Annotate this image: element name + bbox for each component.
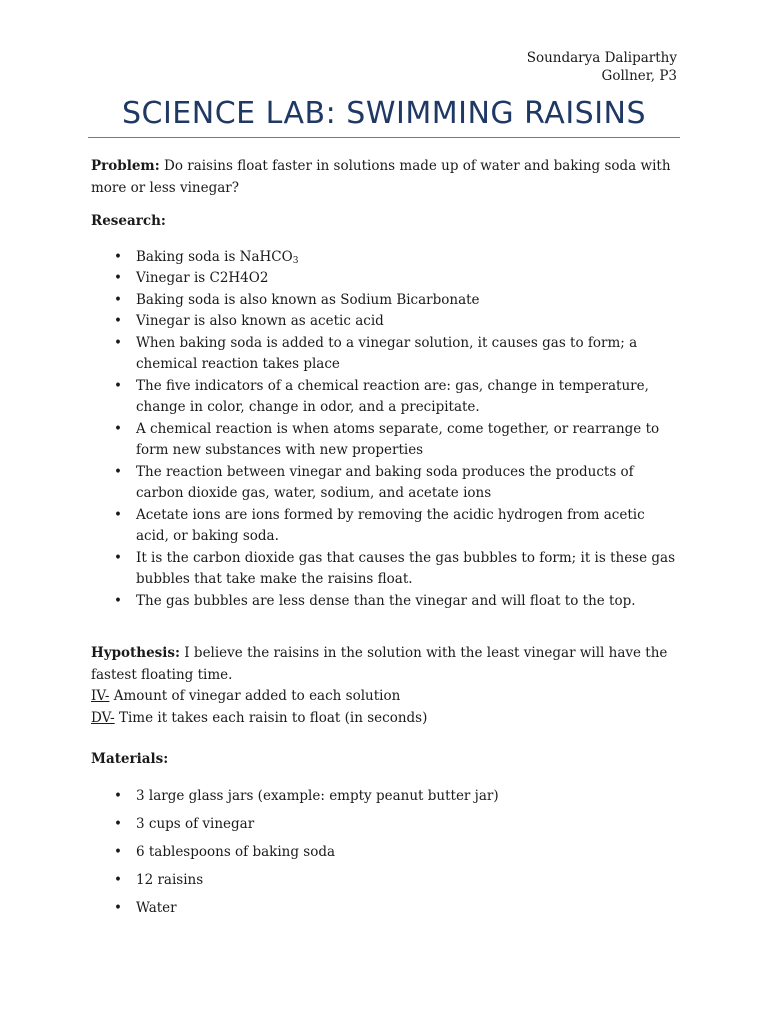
dv-label: DV- <box>91 709 115 726</box>
list-item <box>91 290 681 312</box>
bullet-icon: • <box>114 787 122 804</box>
list-item <box>91 247 681 269</box>
bullet-icon: • <box>114 549 122 566</box>
bullet-icon: • <box>114 843 122 860</box>
page-title: SCIENCE LAB: SWIMMING RAISINS <box>121 96 647 131</box>
research-item-text: Vinegar is also known as acetic acid <box>136 313 384 329</box>
materials-heading <box>91 749 681 771</box>
research-item-text: The reaction between vinegar and baking soda produces the products of carbon dioxide gas, water, sodium, and acetate ions <box>136 463 634 501</box>
independent-variable <box>91 686 681 708</box>
hypothesis-label: Hypothesis: <box>91 645 180 661</box>
list-item <box>91 333 681 376</box>
materials-label: Materials: <box>91 751 169 767</box>
bullet-icon: • <box>114 899 122 916</box>
materials-list <box>91 786 681 920</box>
subscript-text: 3 <box>292 255 299 266</box>
list-item <box>91 268 681 290</box>
bullet-icon: • <box>114 334 122 351</box>
material-item-text: 12 raisins <box>136 871 204 888</box>
dependent-variable <box>91 708 681 730</box>
bullet-icon: • <box>114 291 122 308</box>
research-item-text: Baking soda is also known as Sodium Bicarbonate <box>136 291 480 308</box>
research-label: Research: <box>91 213 166 229</box>
research-item-text: When baking soda is added to a vinegar solution, it causes gas to form; a chemical reaction takes place <box>136 334 638 372</box>
list-item <box>91 870 681 892</box>
hypothesis-text: I believe the raisins in the solution with the least vinegar will have the fastest floating time. <box>91 645 668 683</box>
list-item <box>91 786 681 808</box>
research-list <box>91 247 681 613</box>
hypothesis-paragraph <box>91 643 681 686</box>
research-heading <box>91 211 681 233</box>
dv-text: Time it takes each raisin to float (in seconds) <box>118 709 428 726</box>
bullet-icon: • <box>114 463 122 480</box>
class-period: Gollner, P3 <box>601 68 677 84</box>
research-item-text: Baking soda is NaHCO <box>136 248 293 265</box>
list-item <box>91 591 681 613</box>
bullet-icon: • <box>114 815 122 832</box>
problem-paragraph <box>91 156 681 199</box>
list-item <box>91 548 681 591</box>
research-item-text: The gas bubbles are less dense than the vinegar and will float to the top. <box>136 592 636 609</box>
list-item <box>91 419 681 462</box>
research-item-text: The five indicators of a chemical reaction are: gas, change in temperature, change in color, change in odor, and a precipitate. <box>136 377 649 415</box>
list-item <box>91 505 681 548</box>
bullet-icon: • <box>114 420 122 437</box>
material-item-text: 3 large glass jars (example: empty peanut butter jar) <box>136 787 499 804</box>
research-item-text: Vinegar is C2H4O2 <box>136 270 269 286</box>
document-body <box>91 156 681 926</box>
author-name: Soundarya Daliparthy <box>526 50 677 66</box>
bullet-icon: • <box>114 248 122 265</box>
iv-label: IV- <box>91 688 110 704</box>
material-item-text: Water <box>136 899 177 916</box>
list-item <box>91 898 681 920</box>
bullet-icon: • <box>114 270 122 286</box>
list-item <box>91 376 681 419</box>
material-item-text: 3 cups of vinegar <box>136 815 255 832</box>
list-item <box>91 842 681 864</box>
bullet-icon: • <box>114 377 122 394</box>
list-item <box>91 814 681 836</box>
iv-text: Amount of vinegar added to each solution <box>113 688 401 704</box>
bullet-icon: • <box>114 592 122 609</box>
list-item <box>91 462 681 505</box>
research-item-text: Acetate ions are ions formed by removing the acidic hydrogen from acetic acid, or baking soda. <box>136 506 645 544</box>
list-item <box>91 311 681 333</box>
research-item-text: It is the carbon dioxide gas that causes the gas bubbles to form; it is these gas bubbles that take make the raisins float. <box>136 549 676 587</box>
problem-text: Do raisins float faster in solutions made up of water and baking soda with more or less vinegar? <box>91 158 671 196</box>
problem-label: Problem: <box>91 158 160 174</box>
title-divider <box>88 137 680 138</box>
bullet-icon: • <box>114 506 122 523</box>
bullet-icon: • <box>114 871 122 888</box>
bullet-icon: • <box>114 313 122 329</box>
header-block <box>527 49 677 85</box>
research-item-text: A chemical reaction is when atoms separate, come together, or rearrange to form new substances with new properties <box>136 420 660 458</box>
material-item-text: 6 tablespoons of baking soda <box>136 843 336 860</box>
